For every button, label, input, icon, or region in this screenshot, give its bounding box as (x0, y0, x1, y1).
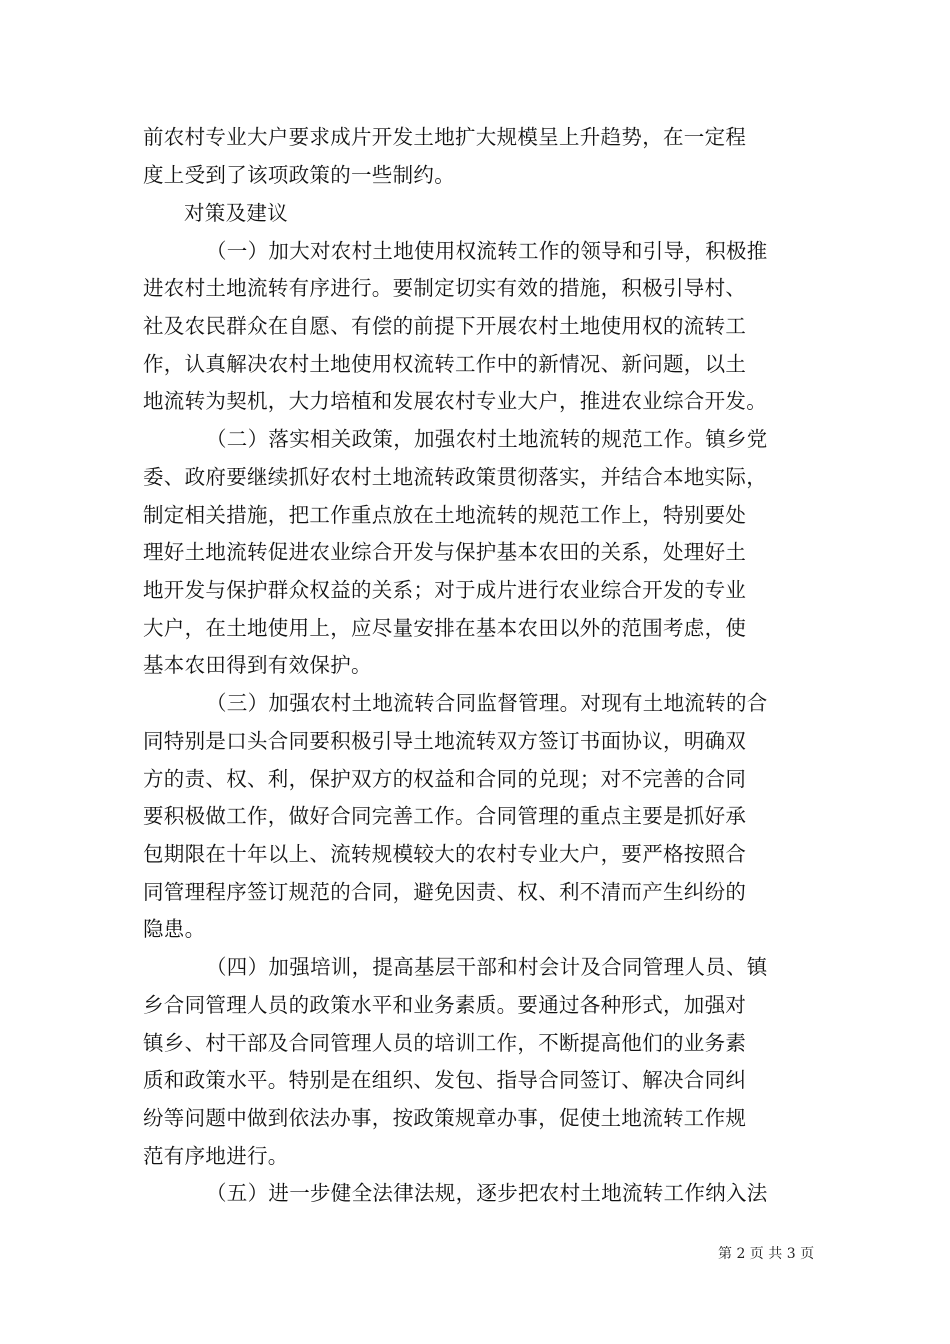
text-line: （五）进一步健全法律法规，逐步把农村土地流转工作纳入法 (206, 1181, 768, 1205)
text-line: （三）加强农村土地流转合同监督管理。对现有土地流转的合 (206, 691, 768, 715)
text-line: 方的责、权、利，保护双方的权益和合同的兑现；对不完善的合同 (143, 767, 747, 791)
text-line: 度上受到了该项政策的一些制约。 (143, 163, 455, 187)
text-line: （二）落实相关政策，加强农村土地流转的规范工作。镇乡党 (206, 427, 768, 451)
section-heading: 对策及建议 (184, 201, 288, 225)
text-line: 制定相关措施，把工作重点放在土地流转的规范工作上，特别要处 (143, 503, 747, 527)
text-line: 前农村专业大户要求成片开发土地扩大规模呈上升趋势，在一定程 (143, 125, 747, 149)
text-line: 范有序地进行。 (143, 1144, 289, 1168)
text-line: 地开发与保护群众权益的关系；对于成片进行农业综合开发的专业 (143, 578, 747, 602)
text-line: 地流转为契机，大力培植和发展农村专业大户，推进农业综合开发。 (143, 389, 767, 413)
text-line: 隐患。 (143, 917, 206, 941)
text-line: 同特别是口头合同要积极引导土地流转双方签订书面协议，明确双 (143, 729, 747, 753)
text-line: 要积极做工作，做好合同完善工作。合同管理的重点主要是抓好承 (143, 804, 747, 828)
text-line: 乡合同管理人员的政策水平和业务素质。要通过各种形式，加强对 (143, 993, 747, 1017)
text-line: 社及农民群众在自愿、有偿的前提下开展农村土地使用权的流转工 (143, 314, 747, 338)
text-line: 理好土地流转促进农业综合开发与保护基本农田的关系，处理好土 (143, 540, 747, 564)
text-line: 包期限在十年以上、流转规模较大的农村专业大户，要严格按照合 (143, 842, 747, 866)
text-line: 进农村土地流转有序进行。要制定切实有效的措施，积极引导村、 (143, 276, 747, 300)
text-line: 镇乡、村干部及合同管理人员的培训工作，不断提高他们的业务素 (143, 1031, 747, 1055)
text-line: 委、政府要继续抓好农村土地流转政策贯彻落实，并结合本地实际， (143, 465, 767, 489)
text-line: （一）加大对农村土地使用权流转工作的领导和引导，积极推 (206, 239, 768, 263)
text-line: 纷等问题中做到依法办事，按政策规章办事，促使土地流转工作规 (143, 1106, 747, 1130)
text-line: 大户，在土地使用上，应尽量安排在基本农田以外的范围考虑，使 (143, 616, 747, 640)
text-line: 同管理程序签订规范的合同，避免因责、权、利不清而产生纠纷的 (143, 880, 747, 904)
page-number: 第 2 页 共 3 页 (718, 1246, 815, 1262)
text-line: 基本农田得到有效保护。 (143, 653, 372, 677)
text-line: （四）加强培训，提高基层干部和村会计及合同管理人员、镇 (206, 955, 768, 979)
text-line: 作，认真解决农村土地使用权流转工作中的新情况、新问题，以土 (143, 352, 747, 376)
text-line: 质和政策水平。特别是在组织、发包、指导合同签订、解决合同纠 (143, 1068, 747, 1092)
